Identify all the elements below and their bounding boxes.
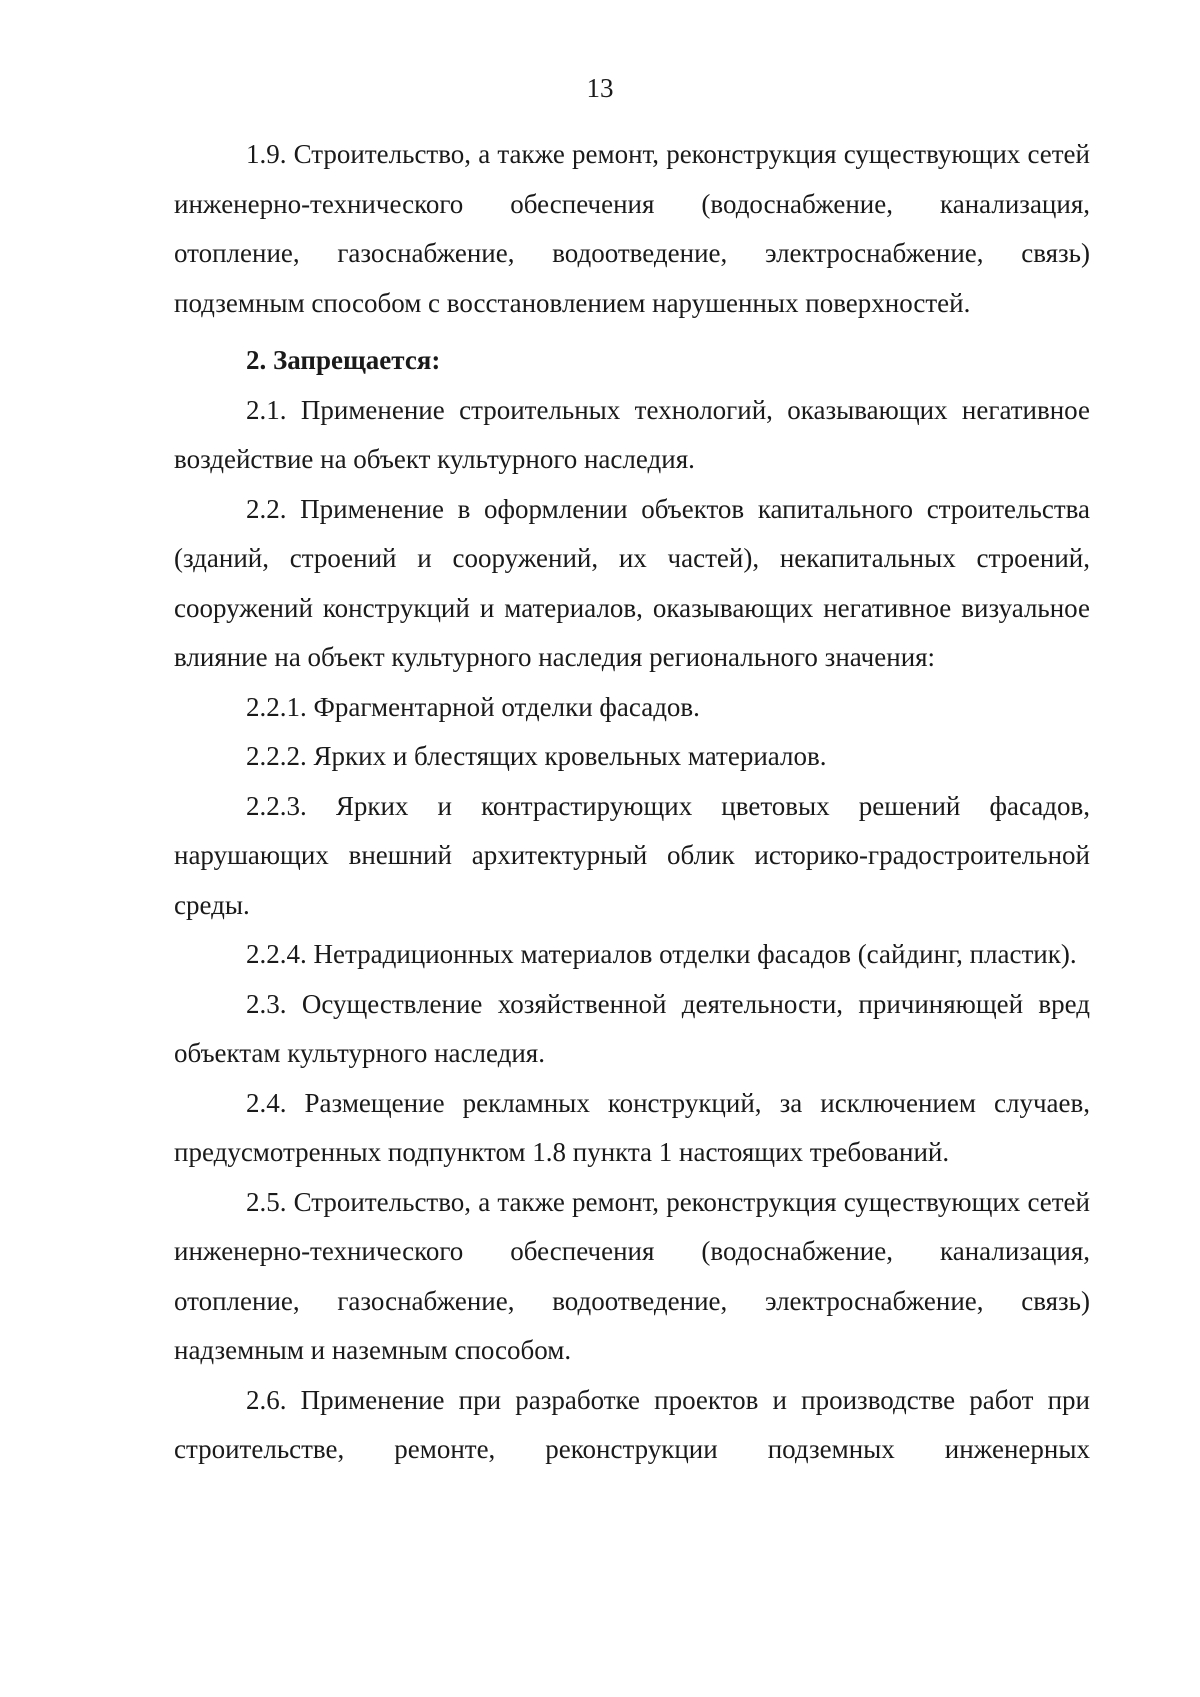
paragraph-2-2-3: 2.2.3. Ярких и контрастирующих цветовых решений фасадов, нарушающих внешний архитектурный облик историко-градостроительной среды. — [174, 790, 1090, 920]
paragraph-2-6: 2.6. Применение при разработке проектов и производстве работ при строительстве, ремонте, реконструкции подземных инженерных — [174, 1384, 1090, 1464]
paragraph-2-2-4: 2.2.4. Нетрадиционных материалов отделки фасадов (сайдинг, пластик). — [246, 939, 1077, 969]
paragraph-2-3: 2.3. Осуществление хозяйственной деятельности, причиняющей вред объектам культурного наследия. — [174, 988, 1090, 1068]
paragraph-2-2-2: 2.2.2. Ярких и блестящих кровельных материалов. — [246, 741, 827, 771]
page-number: 13 — [586, 73, 614, 103]
section-heading-2: 2. Запрещается: — [246, 345, 441, 375]
paragraph-2-2: 2.2. Применение в оформлении объектов капитального строительства (зданий, строений и сооружений, их частей), некапитальных строений, сооружений конструкций и материалов, оказывающих негативное визуальное влияние на объект культурного наследия регионального значения: — [174, 493, 1090, 672]
document-body — [174, 130, 1090, 1475]
paragraph-2-1: 2.1. Применение строительных технологий, оказывающих негативное воздействие на объект культурного наследия. — [174, 394, 1090, 474]
paragraph-2-5: 2.5. Строительство, а также ремонт, реконструкция существующих сетей инженерно-технического обеспечения (водоснабжение, канализация, отопление, газоснабжение, водоотведение, электроснабжение, связь) надземным и наземным способом. — [174, 1186, 1090, 1365]
paragraph-1-9: 1.9. Строительство, а также ремонт, реконструкция существующих сетей инженерно-технического обеспечения (водоснабжение, канализация, отопление, газоснабжение, водоотведение, электроснабжение, связь) подземным способом с восстановлением нарушенных поверхностей. — [174, 139, 1090, 318]
paragraph-2-2-1: 2.2.1. Фрагментарной отделки фасадов. — [246, 691, 700, 722]
paragraph-2-4: 2.4. Размещение рекламных конструкций, за исключением случаев, предусмотренных подпунктом 1.8 пункта 1 настоящих требований. — [174, 1087, 1090, 1167]
